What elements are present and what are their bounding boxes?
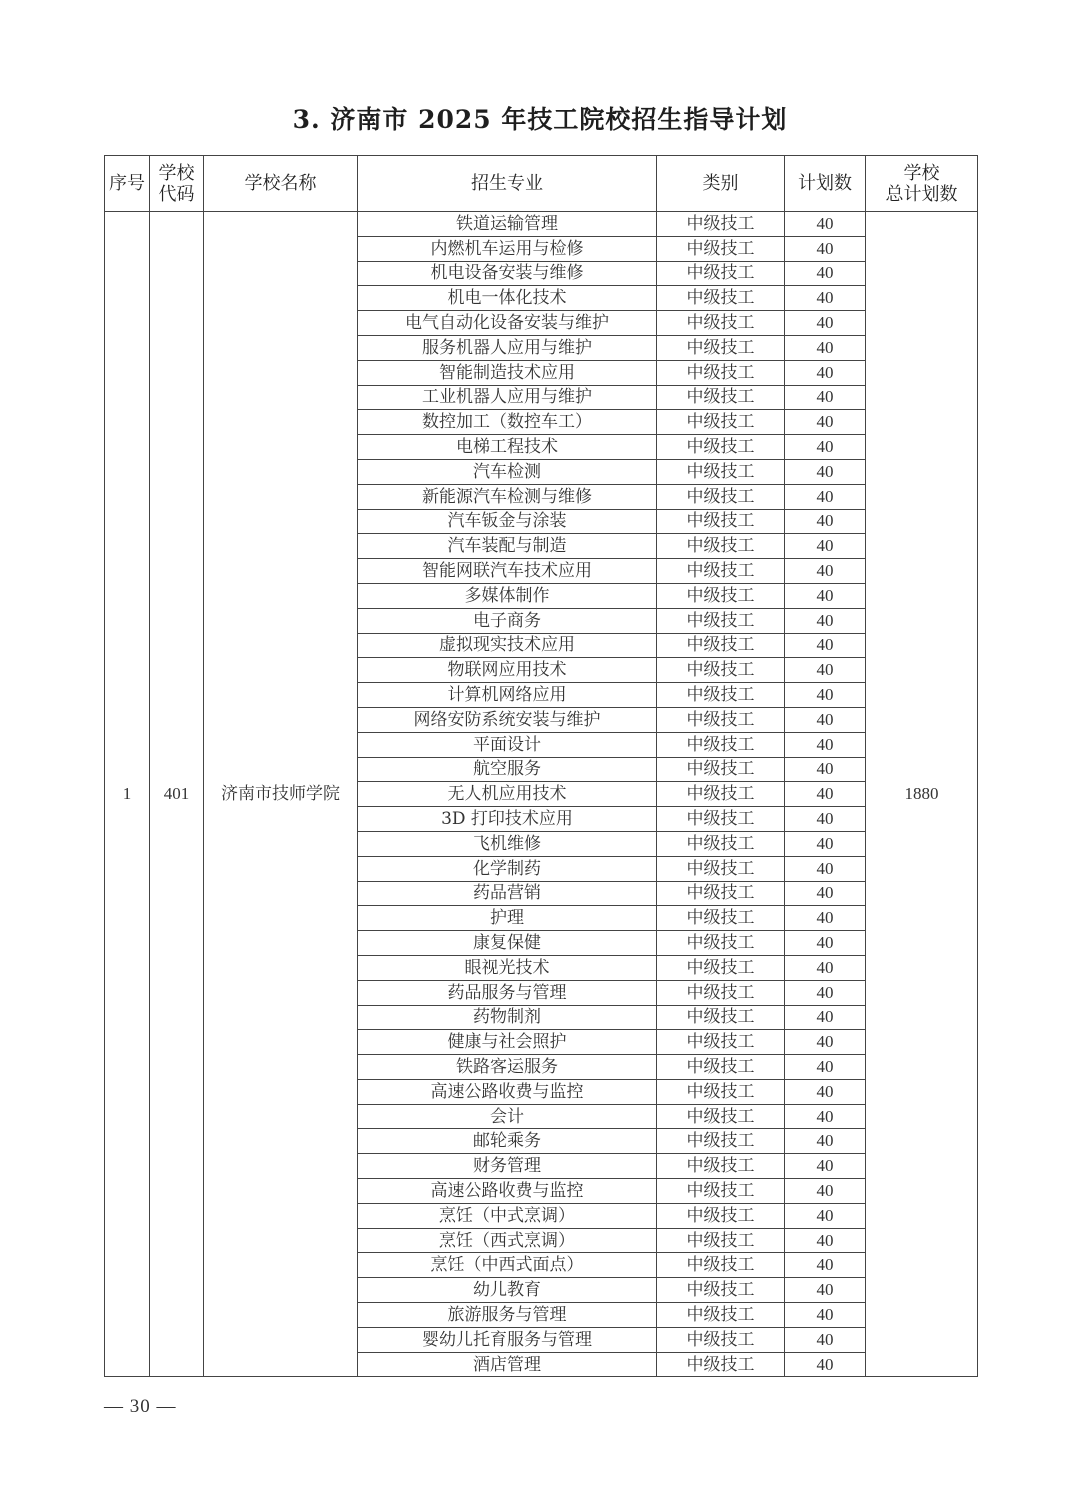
table-body	[105, 212, 978, 1377]
plan-cell: 40	[785, 906, 866, 931]
category-cell: 中级技工	[657, 360, 785, 385]
header-school-total	[866, 156, 978, 212]
major-cell: 康复保健	[358, 931, 657, 956]
plan-cell: 40	[785, 484, 866, 509]
category-cell: 中级技工	[657, 311, 785, 336]
category-cell: 中级技工	[657, 931, 785, 956]
major-cell: 智能制造技术应用	[358, 360, 657, 385]
page-number: — 30 —	[104, 1396, 177, 1417]
major-cell: 物联网应用技术	[358, 658, 657, 683]
plan-cell: 40	[785, 583, 866, 608]
major-cell: 旅游服务与管理	[358, 1303, 657, 1328]
category-cell: 中级技工	[657, 1030, 785, 1055]
category-cell: 中级技工	[657, 559, 785, 584]
category-cell: 中级技工	[657, 707, 785, 732]
category-cell: 中级技工	[657, 435, 785, 460]
plan-cell: 40	[785, 335, 866, 360]
plan-cell: 40	[785, 435, 866, 460]
plan-cell: 40	[785, 782, 866, 807]
category-cell: 中级技工	[657, 658, 785, 683]
table-row	[105, 212, 978, 237]
category-cell: 中级技工	[657, 807, 785, 832]
header-category: 类别	[657, 156, 785, 212]
major-cell: 工业机器人应用与维护	[358, 385, 657, 410]
major-cell: 航空服务	[358, 757, 657, 782]
category-cell: 中级技工	[657, 732, 785, 757]
major-cell: 机电设备安装与维修	[358, 261, 657, 286]
major-cell: 烹饪（中式烹调）	[358, 1203, 657, 1228]
major-cell: 平面设计	[358, 732, 657, 757]
category-cell: 中级技工	[657, 236, 785, 261]
major-cell: 烹饪（中西式面点）	[358, 1253, 657, 1278]
plan-cell: 40	[785, 534, 866, 559]
plan-cell: 40	[785, 683, 866, 708]
major-cell: 护理	[358, 906, 657, 931]
category-cell: 中级技工	[657, 1253, 785, 1278]
major-cell: 铁道运输管理	[358, 212, 657, 237]
table-header-row	[105, 156, 978, 212]
major-cell: 虚拟现实技术应用	[358, 633, 657, 658]
school-seq-cell: 1	[105, 212, 150, 1377]
category-cell: 中级技工	[657, 633, 785, 658]
major-cell: 多媒体制作	[358, 583, 657, 608]
header-major: 招生专业	[358, 156, 657, 212]
header-plan: 计划数	[785, 156, 866, 212]
plan-cell: 40	[785, 1303, 866, 1328]
major-cell: 药品营销	[358, 881, 657, 906]
category-cell: 中级技工	[657, 1203, 785, 1228]
category-cell: 中级技工	[657, 906, 785, 931]
category-cell: 中级技工	[657, 1055, 785, 1080]
plan-cell: 40	[785, 559, 866, 584]
plan-cell: 40	[785, 633, 866, 658]
plan-cell: 40	[785, 980, 866, 1005]
major-cell: 会计	[358, 1104, 657, 1129]
plan-cell: 40	[785, 385, 866, 410]
category-cell: 中级技工	[657, 212, 785, 237]
major-cell: 无人机应用技术	[358, 782, 657, 807]
plan-cell: 40	[785, 212, 866, 237]
category-cell: 中级技工	[657, 484, 785, 509]
category-cell: 中级技工	[657, 410, 785, 435]
category-cell: 中级技工	[657, 1327, 785, 1352]
category-cell: 中级技工	[657, 881, 785, 906]
major-cell: 汽车装配与制造	[358, 534, 657, 559]
category-cell: 中级技工	[657, 757, 785, 782]
plan-cell: 40	[785, 931, 866, 956]
plan-cell: 40	[785, 608, 866, 633]
major-cell: 高速公路收费与监控	[358, 1079, 657, 1104]
school-code-cell: 401	[150, 212, 204, 1377]
plan-cell: 40	[785, 1005, 866, 1030]
major-cell: 健康与社会照护	[358, 1030, 657, 1055]
category-cell: 中级技工	[657, 1129, 785, 1154]
major-cell: 服务机器人应用与维护	[358, 335, 657, 360]
plan-cell: 40	[785, 955, 866, 980]
plan-cell: 40	[785, 1228, 866, 1253]
plan-cell: 40	[785, 1352, 866, 1377]
major-cell: 财务管理	[358, 1154, 657, 1179]
category-cell: 中级技工	[657, 261, 785, 286]
plan-cell: 40	[785, 360, 866, 385]
major-cell: 智能网联汽车技术应用	[358, 559, 657, 584]
category-cell: 中级技工	[657, 1303, 785, 1328]
plan-cell: 40	[785, 236, 866, 261]
category-cell: 中级技工	[657, 385, 785, 410]
plan-cell: 40	[785, 261, 866, 286]
school-total-cell: 1880	[866, 212, 978, 1377]
category-cell: 中级技工	[657, 856, 785, 881]
plan-cell: 40	[785, 410, 866, 435]
major-cell: 邮轮乘务	[358, 1129, 657, 1154]
category-cell: 中级技工	[657, 1079, 785, 1104]
plan-cell: 40	[785, 1079, 866, 1104]
plan-cell: 40	[785, 1327, 866, 1352]
header-school-total-line1: 学校	[903, 162, 940, 184]
plan-cell: 40	[785, 658, 866, 683]
major-cell: 汽车检测	[358, 459, 657, 484]
plan-cell: 40	[785, 311, 866, 336]
category-cell: 中级技工	[657, 782, 785, 807]
category-cell: 中级技工	[657, 1154, 785, 1179]
header-school-code-line1: 学校	[158, 162, 195, 184]
plan-cell: 40	[785, 1278, 866, 1303]
major-cell: 幼儿教育	[358, 1278, 657, 1303]
category-cell: 中级技工	[657, 1005, 785, 1030]
major-cell: 电子商务	[358, 608, 657, 633]
category-cell: 中级技工	[657, 683, 785, 708]
major-cell: 内燃机车运用与检修	[358, 236, 657, 261]
category-cell: 中级技工	[657, 831, 785, 856]
category-cell: 中级技工	[657, 335, 785, 360]
plan-cell: 40	[785, 1030, 866, 1055]
major-cell: 婴幼儿托育服务与管理	[358, 1327, 657, 1352]
category-cell: 中级技工	[657, 955, 785, 980]
major-cell: 新能源汽车检测与维修	[358, 484, 657, 509]
category-cell: 中级技工	[657, 1104, 785, 1129]
plan-cell: 40	[785, 881, 866, 906]
header-school-total-line2: 总计划数	[885, 183, 958, 205]
plan-cell: 40	[785, 1104, 866, 1129]
major-cell: 电气自动化设备安装与维护	[358, 311, 657, 336]
plan-cell: 40	[785, 1179, 866, 1204]
plan-cell: 40	[785, 1055, 866, 1080]
category-cell: 中级技工	[657, 583, 785, 608]
major-cell: 酒店管理	[358, 1352, 657, 1377]
major-cell: 网络安防系统安装与维护	[358, 707, 657, 732]
category-cell: 中级技工	[657, 980, 785, 1005]
major-cell: 数控加工（数控车工）	[358, 410, 657, 435]
enrollment-plan-table	[104, 155, 978, 1377]
major-cell: 化学制药	[358, 856, 657, 881]
category-cell: 中级技工	[657, 534, 785, 559]
plan-cell: 40	[785, 509, 866, 534]
category-cell: 中级技工	[657, 286, 785, 311]
plan-cell: 40	[785, 807, 866, 832]
plan-cell: 40	[785, 856, 866, 881]
major-cell: 烹饪（西式烹调）	[358, 1228, 657, 1253]
plan-cell: 40	[785, 1154, 866, 1179]
plan-cell: 40	[785, 757, 866, 782]
plan-cell: 40	[785, 732, 866, 757]
major-cell: 铁路客运服务	[358, 1055, 657, 1080]
plan-cell: 40	[785, 1203, 866, 1228]
major-cell: 计算机网络应用	[358, 683, 657, 708]
header-school-code	[150, 156, 204, 212]
plan-cell: 40	[785, 459, 866, 484]
plan-cell: 40	[785, 831, 866, 856]
plan-cell: 40	[785, 286, 866, 311]
major-cell: 汽车钣金与涂装	[358, 509, 657, 534]
category-cell: 中级技工	[657, 1228, 785, 1253]
major-cell: 眼视光技术	[358, 955, 657, 980]
category-cell: 中级技工	[657, 608, 785, 633]
category-cell: 中级技工	[657, 1179, 785, 1204]
major-cell: 机电一体化技术	[358, 286, 657, 311]
header-school-name: 学校名称	[204, 156, 358, 212]
header-school-code-line2: 代码	[158, 183, 195, 205]
plan-cell: 40	[785, 1253, 866, 1278]
category-cell: 中级技工	[657, 459, 785, 484]
plan-cell: 40	[785, 1129, 866, 1154]
document-title: 3. 济南市 2025 年技工院校招生指导计划	[292, 105, 788, 134]
header-seq: 序号	[105, 156, 150, 212]
major-cell: 3D 打印技术应用	[358, 807, 657, 832]
major-cell: 高速公路收费与监控	[358, 1179, 657, 1204]
category-cell: 中级技工	[657, 1278, 785, 1303]
plan-cell: 40	[785, 707, 866, 732]
major-cell: 药物制剂	[358, 1005, 657, 1030]
major-cell: 电梯工程技术	[358, 435, 657, 460]
category-cell: 中级技工	[657, 1352, 785, 1377]
school-name-cell: 济南市技师学院	[204, 212, 358, 1377]
major-cell: 药品服务与管理	[358, 980, 657, 1005]
major-cell: 飞机维修	[358, 831, 657, 856]
category-cell: 中级技工	[657, 509, 785, 534]
